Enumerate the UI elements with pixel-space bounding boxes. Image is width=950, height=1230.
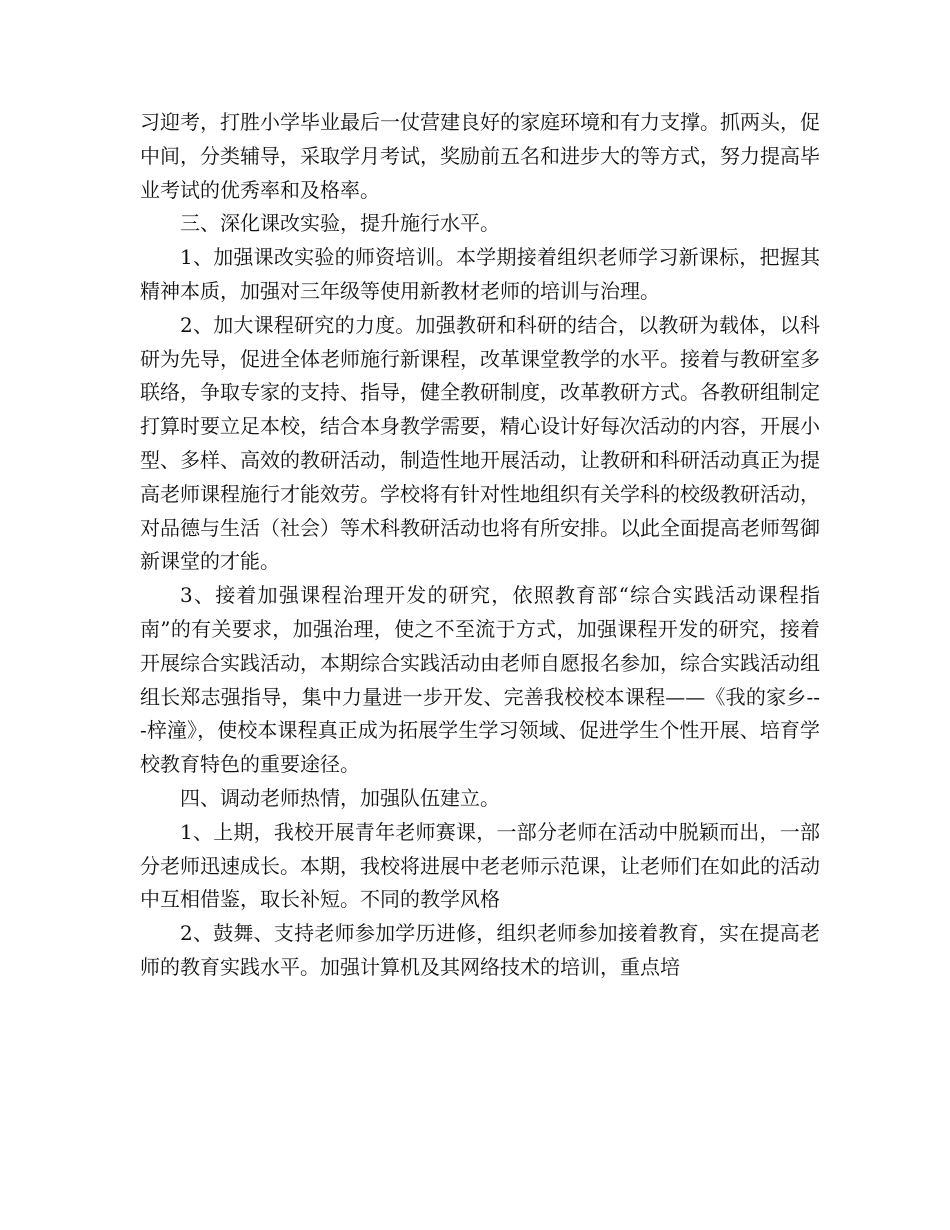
paragraph-3-1: 1、加强课改实验的师资培训。本学期接着组织老师学习新课标，把握其精神本质，加强对三年级等使用新教材老师的培训与治理。 [140,245,820,303]
heading-section-3: 三、深化课改实验，提升施行水平。 [180,211,500,236]
paragraph-3-2: 2、加大课程研究的力度。加强教研和科研的结合，以教研为载体，以科研为先导，促进全体老师施行新课程，改革课堂教学的水平。接着与教研室多联络，争取专家的支持、指导，健全教研制度，改革教研方式。各教研组制定打算时要立足本校，结合本身教学需要，精心设计好每次活动的内容，开展小型、多样、高效的教研活动，制造性地开展活动，让教研和科研活动真正为提高老师课程施行才能效劳。学校将有针对性地组织有关学科的校级教研活动，对品德与生活（社会）等术科教研活动也将有所安排。以此全面提高老师驾御新课堂的才能。 [140,312,820,574]
paragraph-4-2: 2、鼓舞、支持老师参加学历进修，组织老师参加接着教育，实在提高老师的教育实践水平。加强计算机及其网络技术的培训，重点培 [140,921,820,979]
document-body [140,106,820,985]
paragraph-1: 习迎考，打胜小学毕业最后一仗营建良好的家庭环境和有力支撑。抓两头，促中间，分类辅导，采取学月考试，奖励前五名和进步大的等方式，努力提高毕业考试的优秀率和及格率。 [140,110,820,202]
heading-section-4: 四、调动老师热情，加强队伍建立。 [180,785,500,810]
paragraph-3-3: 3、接着加强课程治理开发的研究，依照教育部“综合实践活动课程指南”的有关要求，加强治理，使之不至流于方式，加强课程开发的研究，接着开展综合实践活动，本期综合实践活动由老师自愿报名参加，综合实践活动组组长郑志强指导，集中力量进一步开发、完善我校校本课程——《我的家乡---梓潼》，使校本课程真正成为拓展学生学习领域、促进学生个性开展、培育学校教育特色的重要途径。 [140,583,820,777]
paragraph-4-1: 1、上期，我校开展青年老师赛课，一部分老师在活动中脱颖而出，一部分老师迅速成长。本期，我校将进展中老老师示范课，让老师们在如此的活动中互相借鉴，取长补短。不同的教学风格 [140,819,820,912]
